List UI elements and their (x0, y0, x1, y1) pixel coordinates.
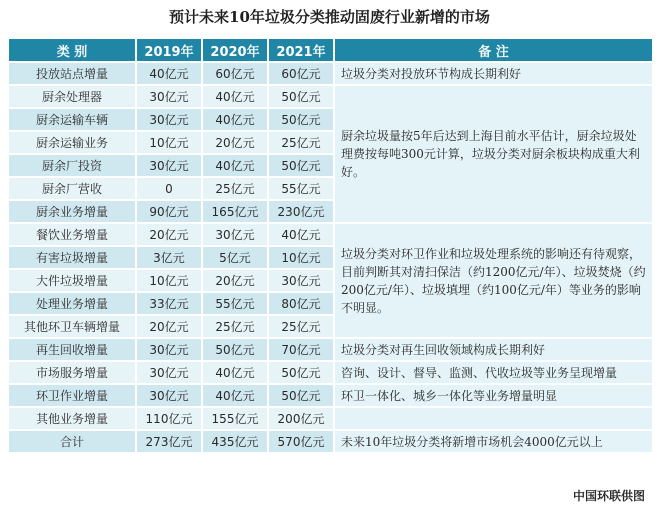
table-row (8, 361, 653, 384)
value-2020-cell: 40亿元 (202, 384, 268, 407)
value-2020-cell: 60亿元 (202, 62, 268, 85)
category-cell: 环卫作业增量 (8, 384, 136, 407)
category-cell: 再生回收增量 (8, 338, 136, 361)
value-2021-cell: 25亿元 (268, 315, 334, 338)
table-row (8, 384, 653, 407)
header-notes: 备 注 (334, 38, 653, 62)
value-2019-cell: 33亿元 (136, 292, 202, 315)
image-source-credit: 中国环联供图 (572, 489, 645, 503)
value-2019-cell: 30亿元 (136, 361, 202, 384)
category-cell: 厨余厂投资 (8, 154, 136, 177)
value-2021-cell: 55亿元 (268, 177, 334, 200)
value-2021-cell: 230亿元 (268, 200, 334, 223)
value-2020-cell: 155亿元 (202, 407, 268, 430)
header-2021: 2021年 (268, 38, 334, 62)
note-cell: 垃圾分类对再生回收领域构成长期利好 (334, 338, 653, 361)
value-2019-cell: 20亿元 (136, 315, 202, 338)
value-2019-cell: 10亿元 (136, 131, 202, 154)
value-2021-cell: 50亿元 (268, 85, 334, 108)
value-2021-cell: 10亿元 (268, 246, 334, 269)
category-cell: 厨余运输业务 (8, 131, 136, 154)
category-cell: 厨余运输车辆 (8, 108, 136, 131)
category-cell: 餐饮业务增量 (8, 223, 136, 246)
total-2019-cell: 273亿元 (136, 430, 202, 453)
value-2020-cell: 40亿元 (202, 108, 268, 131)
value-2019-cell: 30亿元 (136, 338, 202, 361)
total-2021-cell: 570亿元 (268, 430, 334, 453)
value-2019-cell: 30亿元 (136, 85, 202, 108)
value-2020-cell: 30亿元 (202, 223, 268, 246)
total-label-cell: 合计 (8, 430, 136, 453)
header-2020: 2020年 (202, 38, 268, 62)
value-2020-cell: 40亿元 (202, 361, 268, 384)
table-row (8, 85, 653, 108)
value-2021-cell: 200亿元 (268, 407, 334, 430)
table-row (8, 407, 653, 430)
note-cell: 垃圾分类对环卫作业和垃圾处理系统的影响还有待观察，目前判断其对清扫保洁（约1200亿元/年）、垃圾焚烧（约200亿元/年）、垃圾填埋（约100亿元/年）等业务的影响不明显。 (334, 223, 653, 338)
value-2021-cell: 50亿元 (268, 384, 334, 407)
value-2020-cell: 5亿元 (202, 246, 268, 269)
category-cell: 有害垃圾增量 (8, 246, 136, 269)
value-2019-cell: 30亿元 (136, 384, 202, 407)
value-2021-cell: 50亿元 (268, 154, 334, 177)
value-2020-cell: 55亿元 (202, 292, 268, 315)
note-cell: 环卫一体化、城乡一体化等业务增量明显 (334, 384, 653, 407)
header-row (8, 38, 653, 62)
value-2021-cell: 50亿元 (268, 361, 334, 384)
value-2019-cell: 90亿元 (136, 200, 202, 223)
value-2020-cell: 40亿元 (202, 154, 268, 177)
value-2019-cell: 3亿元 (136, 246, 202, 269)
value-2021-cell: 40亿元 (268, 223, 334, 246)
value-2020-cell: 50亿元 (202, 338, 268, 361)
value-2019-cell: 0 (136, 177, 202, 200)
note-cell: 垃圾分类对投放环节构成长期利好 (334, 62, 653, 85)
value-2019-cell: 30亿元 (136, 154, 202, 177)
value-2019-cell: 110亿元 (136, 407, 202, 430)
table-title: 预计未来10年垃圾分类推动固废行业新增的市场 (169, 8, 490, 26)
table-row (8, 223, 653, 246)
category-cell: 厨余厂营收 (8, 177, 136, 200)
category-cell: 其他业务增量 (8, 407, 136, 430)
value-2020-cell: 20亿元 (202, 269, 268, 292)
value-2021-cell: 60亿元 (268, 62, 334, 85)
value-2019-cell: 30亿元 (136, 108, 202, 131)
value-2021-cell: 30亿元 (268, 269, 334, 292)
category-cell: 厨余处理器 (8, 85, 136, 108)
value-2021-cell: 50亿元 (268, 108, 334, 131)
table-row (8, 338, 653, 361)
category-cell: 其他环卫车辆增量 (8, 315, 136, 338)
table-row (8, 62, 653, 85)
note-cell: 未来10年垃圾分类将新增市场机会4000亿元以上 (334, 430, 653, 453)
value-2021-cell: 25亿元 (268, 131, 334, 154)
value-2020-cell: 40亿元 (202, 85, 268, 108)
value-2020-cell: 165亿元 (202, 200, 268, 223)
category-cell: 厨余业务增量 (8, 200, 136, 223)
market-table (7, 37, 654, 454)
category-cell: 市场服务增量 (8, 361, 136, 384)
value-2019-cell: 10亿元 (136, 269, 202, 292)
value-2021-cell: 70亿元 (268, 338, 334, 361)
note-cell: 咨询、设计、督导、监测、代收垃圾等业务呈现增量 (334, 361, 653, 384)
total-row (8, 430, 653, 453)
value-2019-cell: 40亿元 (136, 62, 202, 85)
value-2020-cell: 25亿元 (202, 177, 268, 200)
note-cell (334, 407, 653, 430)
value-2020-cell: 20亿元 (202, 131, 268, 154)
category-cell: 处理业务增量 (8, 292, 136, 315)
value-2019-cell: 20亿元 (136, 223, 202, 246)
value-2021-cell: 80亿元 (268, 292, 334, 315)
total-2020-cell: 435亿元 (202, 430, 268, 453)
header-category: 类 别 (8, 38, 136, 62)
value-2020-cell: 25亿元 (202, 315, 268, 338)
note-cell: 厨余垃圾量按5年后达到上海目前水平估计，厨余垃圾处理费按每吨300元计算，垃圾分类对厨余板块构成重大利好。 (334, 85, 653, 223)
header-2019: 2019年 (136, 38, 202, 62)
category-cell: 大件垃圾增量 (8, 269, 136, 292)
category-cell: 投放站点增量 (8, 62, 136, 85)
